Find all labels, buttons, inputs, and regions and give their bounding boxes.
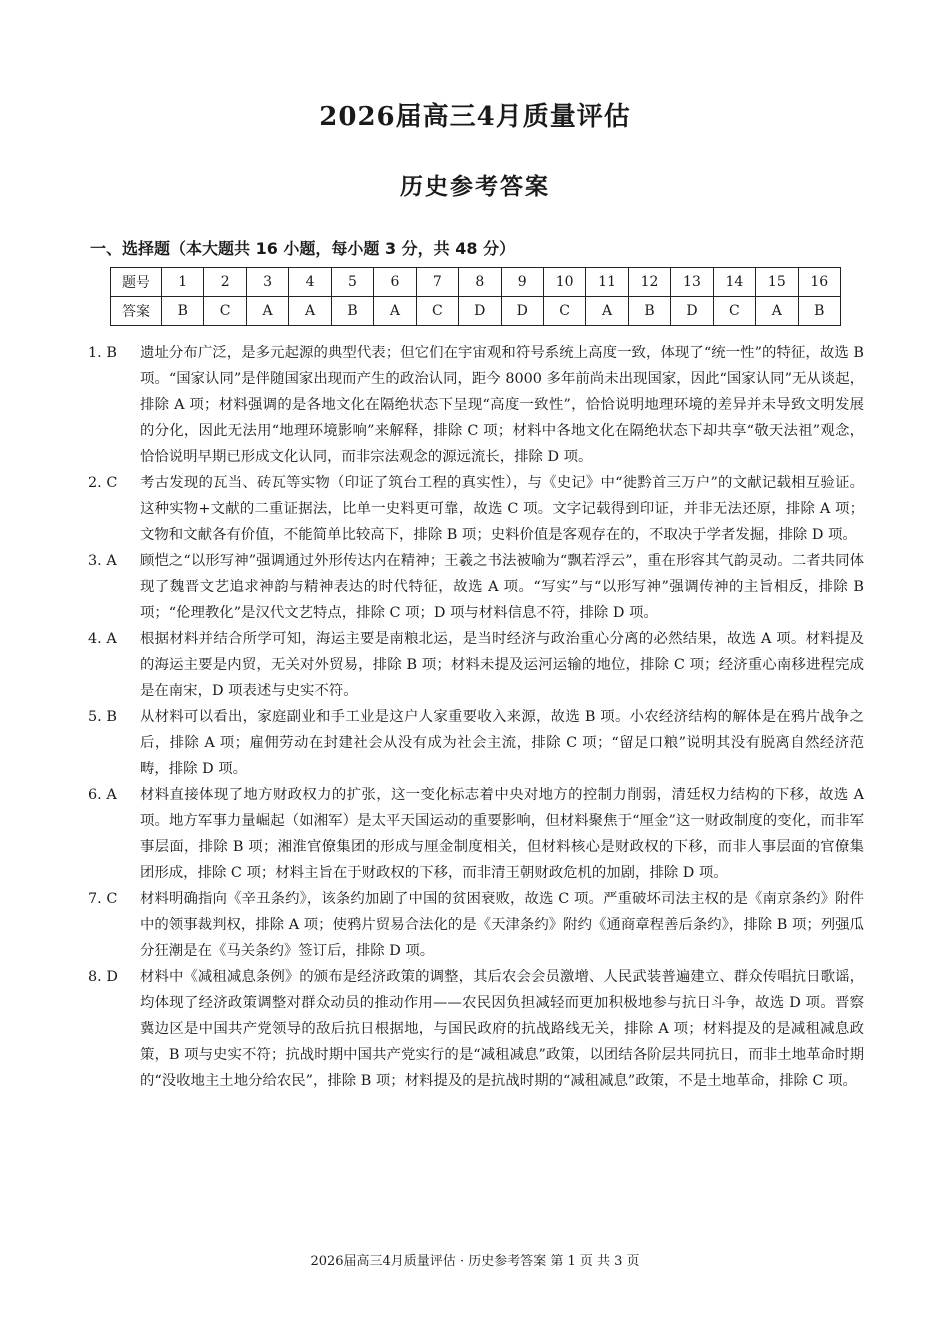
explanation-text: 从材料可以看出，家庭副业和手工业是这户人家重要收入来源，故选 B 项。小农经济结构的解体是在鸦片战争之后，排除 A 项；雇佣劳动在封建社会从没有成为社会主流，排除 C 项；“留足口粮”说明其没有脱离自然经济范畴，排除 D 项。 bbox=[140, 709, 864, 777]
question-number: 2. bbox=[88, 475, 102, 491]
question-label bbox=[88, 470, 138, 496]
section-heading: 一、选择题（本大题共 16 小题，每小题 3 分，共 48 分） bbox=[90, 239, 516, 258]
answer-cell: A bbox=[756, 297, 798, 326]
answer-row bbox=[111, 297, 841, 326]
question-label bbox=[88, 340, 138, 366]
answer-cell: C bbox=[543, 297, 585, 326]
question-list bbox=[88, 340, 864, 1094]
question-number-cell: 10 bbox=[543, 268, 585, 297]
question-answer: B bbox=[106, 345, 117, 361]
question-number-cell: 11 bbox=[586, 268, 628, 297]
document-title: 2026届高三4月质量评估 bbox=[319, 102, 631, 132]
question-answer: A bbox=[106, 787, 117, 803]
question-explanation bbox=[88, 470, 864, 548]
question-label bbox=[88, 548, 138, 574]
answer-cell: C bbox=[204, 297, 246, 326]
document-subtitle: 历史参考答案 bbox=[400, 173, 550, 200]
answer-cell: B bbox=[798, 297, 840, 326]
answer-table bbox=[110, 267, 841, 326]
question-number: 1. bbox=[88, 345, 102, 361]
question-explanation bbox=[88, 704, 864, 782]
explanation-text: 材料中《减租减息条例》的颁布是经济政策的调整，其后农会会员激增、人民武装普遍建立、群众传唱抗日歌谣，均体现了经济政策调整对群众动员的推动作用——农民因负担减轻而更加积极地参与抗日斗争，故选 D 项。晋察冀边区是中国共产党领导的敌后抗日根据地，与国民政府的抗战路线无关，排除 A 项；材料提及的是减租减息政策，B 项与史实不符；抗战时期中国共产党实行的是“减租减息”政策，以团结各阶层共同抗日，而非土地革命时期的“没收地主土地分给农民”，排除 B 项；材料提及的是抗战时期的“减租减息”政策，不是土地革命，排除 C 项。 bbox=[140, 969, 864, 1089]
question-label bbox=[88, 704, 138, 730]
question-number-cell: 14 bbox=[713, 268, 755, 297]
question-number-cell: 2 bbox=[204, 268, 246, 297]
question-number-cell: 5 bbox=[331, 268, 373, 297]
question-label bbox=[88, 886, 138, 912]
answer-cell: B bbox=[628, 297, 670, 326]
question-label bbox=[88, 626, 138, 652]
explanation-text: 材料明确指向《辛丑条约》，该条约加剧了中国的贫困衰败，故选 C 项。严重破坏司法主权的是《南京条约》附件中的领事裁判权，排除 A 项；使鸦片贸易合法化的是《天津条约》附约《通商章程善后条约》，排除 B 项；列强瓜分狂潮是在《马关条约》签订后，排除 D 项。 bbox=[140, 891, 864, 959]
question-answer: A bbox=[106, 631, 117, 647]
question-answer: C bbox=[106, 891, 118, 907]
question-label bbox=[88, 782, 138, 808]
question-number: 8. bbox=[88, 969, 102, 985]
question-number: 7. bbox=[88, 891, 102, 907]
explanation-text: 顾恺之“以形写神”强调通过外形传达内在精神；王羲之书法被喻为“飘若浮云”，重在形容其气韵灵动。二者共同体现了魏晋文艺追求神韵与精神表达的时代特征，故选 A 项。“写实”与“以形写神”强调传神的主旨相反，排除 B 项；“伦理教化”是汉代文艺特点，排除 C 项；D 项与材料信息不符，排除 D 项。 bbox=[140, 553, 864, 621]
question-number-cell: 3 bbox=[246, 268, 288, 297]
question-number-cell: 1 bbox=[162, 268, 204, 297]
question-number: 3. bbox=[88, 553, 102, 569]
question-number: 5. bbox=[88, 709, 102, 725]
question-answer: C bbox=[106, 475, 118, 491]
answer-cell: B bbox=[331, 297, 373, 326]
question-explanation bbox=[88, 964, 864, 1094]
explanation-text: 材料直接体现了地方财政权力的扩张，这一变化标志着中央对地方的控制力削弱，清廷权力结构的下移，故选 A 项。地方军事力量崛起（如湘军）是太平天国运动的重要影响，但材料聚焦于“厘金”这一财政制度的变化，而非军事层面，排除 B 项；湘淮官僚集团的形成与厘金制度相关，但材料核心是财政权的下移，而非人事层面的官僚集团形成，排除 C 项；材料主旨在于财政权的下移，而非清王朝财政危机的加剧，排除 D 项。 bbox=[140, 787, 864, 881]
question-number-cell: 16 bbox=[798, 268, 840, 297]
question-number-cell: 9 bbox=[501, 268, 543, 297]
question-explanation bbox=[88, 340, 864, 470]
question-explanation bbox=[88, 548, 864, 626]
answer-cell: D bbox=[459, 297, 501, 326]
answer-cell: A bbox=[246, 297, 288, 326]
row-label-answer: 答案 bbox=[111, 297, 162, 326]
row-label-number: 题号 bbox=[111, 268, 162, 297]
question-number: 4. bbox=[88, 631, 102, 647]
answer-cell: D bbox=[671, 297, 713, 326]
question-number: 6. bbox=[88, 787, 102, 803]
question-explanation bbox=[88, 626, 864, 704]
answer-cell: B bbox=[162, 297, 204, 326]
question-number-cell: 6 bbox=[374, 268, 416, 297]
question-explanation bbox=[88, 782, 864, 886]
answer-cell: A bbox=[374, 297, 416, 326]
question-number-cell: 4 bbox=[289, 268, 331, 297]
explanation-text: 考古发现的瓦当、砖瓦等实物（印证了筑台工程的真实性），与《史记》中“徙黔首三万户”的文献记载相互验证。这种实物+文献的二重证据法，比单一史料更可靠，故选 C 项。文字记载得到印证，并非无法还原，排除 A 项；文物和文献各有价值，不能简单比较高下，排除 B 项；史料价值是客观存在的，不取决于学者发掘，排除 D 项。 bbox=[140, 475, 864, 543]
question-answer: A bbox=[106, 553, 117, 569]
question-number-cell: 15 bbox=[756, 268, 798, 297]
question-answer: D bbox=[106, 969, 118, 985]
answer-cell: C bbox=[416, 297, 458, 326]
answer-cell: A bbox=[289, 297, 331, 326]
question-answer: B bbox=[106, 709, 117, 725]
question-number-cell: 12 bbox=[628, 268, 670, 297]
answer-cell: A bbox=[586, 297, 628, 326]
question-label bbox=[88, 964, 138, 990]
question-number-cell: 8 bbox=[459, 268, 501, 297]
question-explanation bbox=[88, 886, 864, 964]
explanation-text: 遗址分布广泛，是多元起源的典型代表；但它们在宇宙观和符号系统上高度一致，体现了“统一性”的特征，故选 B 项。“国家认同”是伴随国家出现而产生的政治认同，距今 8000 多年前尚未出现国家，因此“国家认同”无从谈起，排除 A 项；材料强调的是各地文化在隔绝状态下呈现“高度一致性”，恰恰说明地理环境的差异并未导致文明发展的分化，因此无法用“地理环境影响”来解释，排除 C 项；材料中各地文化在隔绝状态下却共享“敬天法祖”观念，恰恰说明早期已形成文化认同，而非宗法观念的源远流长，排除 D 项。 bbox=[140, 345, 864, 465]
answer-cell: C bbox=[713, 297, 755, 326]
question-number-cell: 13 bbox=[671, 268, 713, 297]
question-number-cell: 7 bbox=[416, 268, 458, 297]
page-footer: 2026届高三4月质量评估 · 历史参考答案 第 1 页 共 3 页 bbox=[310, 1254, 640, 1269]
explanation-text: 根据材料并结合所学可知，海运主要是南粮北运，是当时经济与政治重心分离的必然结果，故选 A 项。材料提及的海运主要是内贸，无关对外贸易，排除 B 项；材料未提及运河运输的地位，排除 C 项；经济重心南移进程完成是在南宋，D 项表述与史实不符。 bbox=[140, 631, 864, 699]
question-number-row bbox=[111, 268, 841, 297]
answer-cell: D bbox=[501, 297, 543, 326]
